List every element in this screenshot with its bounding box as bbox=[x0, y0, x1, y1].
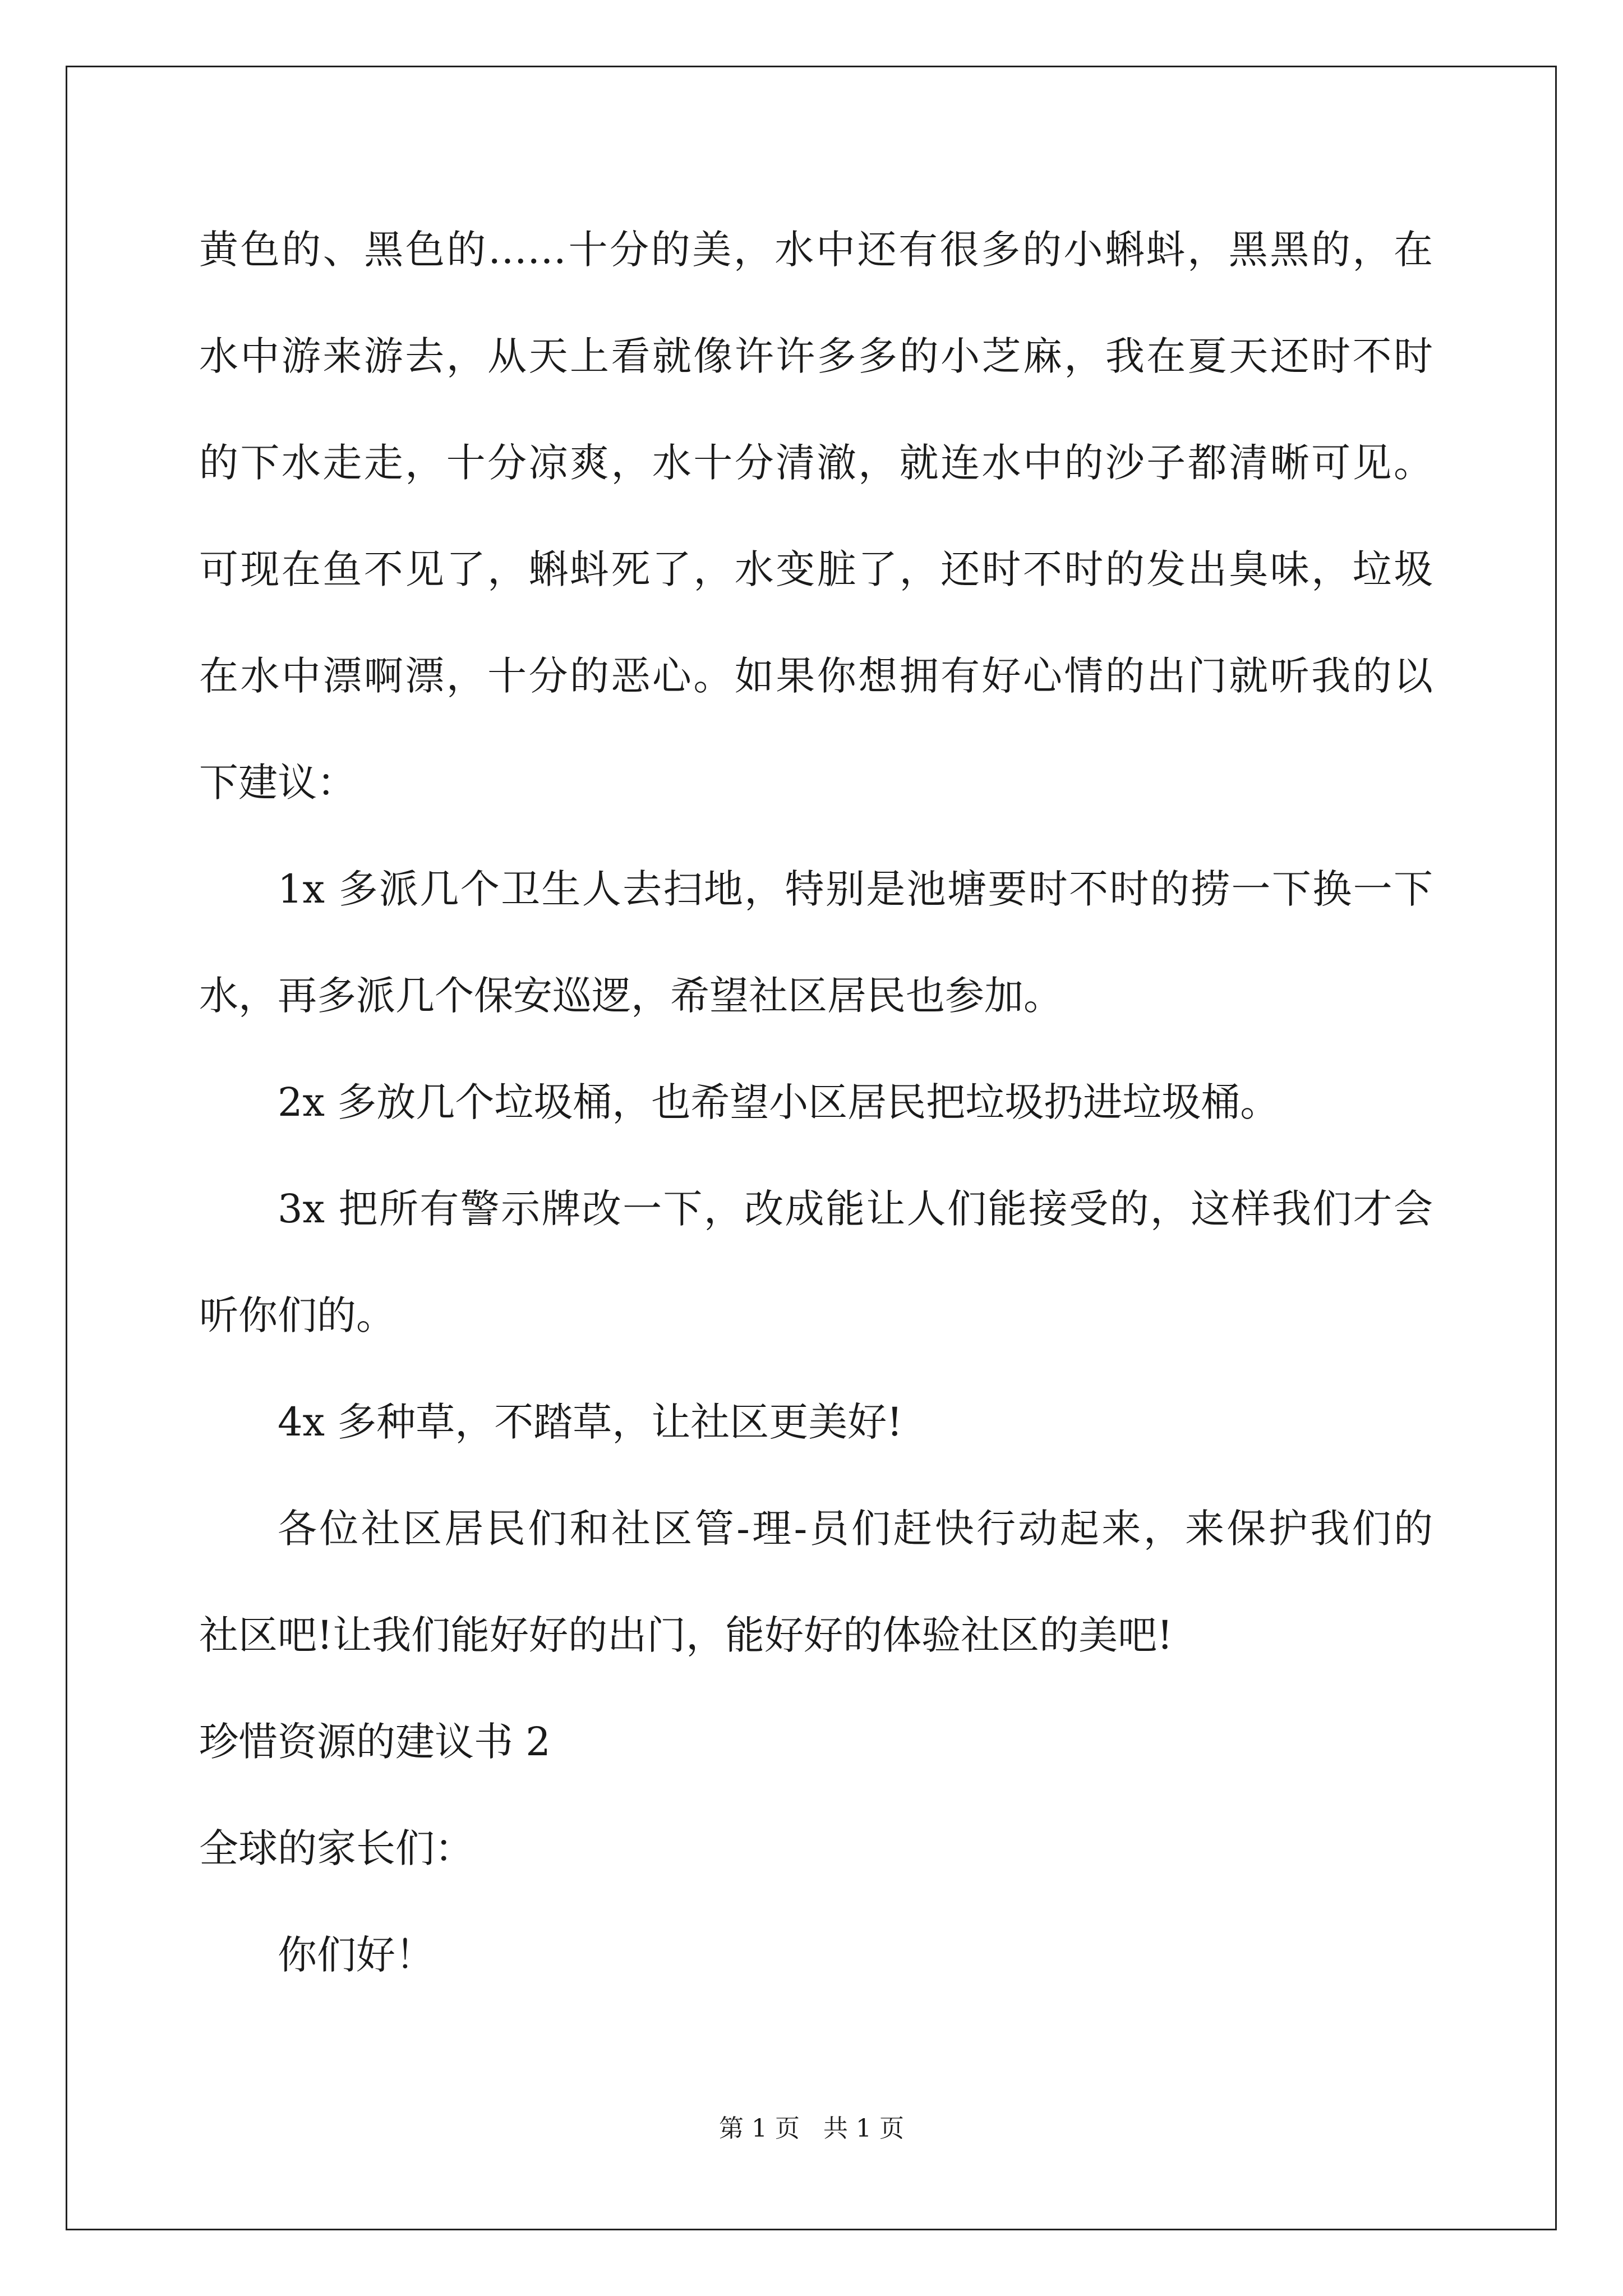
text-line: 听你们的。 bbox=[199, 1292, 395, 1338]
list-item-2: 2x 多放几个垃圾桶，也希望小区居民把垃圾扔进垃圾桶。 bbox=[278, 1079, 1280, 1125]
greeting: 你们好！ bbox=[278, 1932, 435, 1978]
text-line: 社区吧!让我们能好好的出门，能好好的体验社区的美吧! bbox=[199, 1612, 1173, 1658]
text-line: 黄色的、黑色的……十分的美，水中还有很多的小蝌蚪，黑黑的，在 bbox=[199, 227, 1433, 273]
list-item-3: 3x 把所有警示牌改一下，改成能让人们能接受的，这样我们才会 bbox=[278, 1186, 1433, 1232]
text-line: 的下水走走，十分凉爽，水十分清澈，就连水中的沙子都清晰可见。 bbox=[199, 440, 1433, 486]
section-title: 珍惜资源的建议书 2 bbox=[199, 1719, 551, 1765]
page-frame bbox=[66, 66, 1557, 2230]
text-line: 水，再多派几个保安巡逻，希望社区居民也参加。 bbox=[199, 973, 1063, 1019]
list-item-4: 4x 多种草，不踏草，让社区更美好! bbox=[278, 1399, 903, 1445]
salutation: 全球的家长们： bbox=[199, 1825, 474, 1871]
text-line: 下建议： bbox=[199, 760, 356, 806]
text-line: 水中游来游去，从天上看就像许许多多的小芝麻，我在夏天还时不时 bbox=[199, 333, 1433, 379]
paragraph-line: 各位社区居民们和社区管-理-员们赶快行动起来，来保护我们的 bbox=[278, 1506, 1433, 1552]
text-line: 可现在鱼不见了，蝌蚪死了，水变脏了，还时不时的发出臭味，垃圾 bbox=[199, 546, 1433, 592]
text-line: 在水中漂啊漂，十分的恶心。如果你想拥有好心情的出门就听我的以 bbox=[199, 653, 1433, 699]
list-item-1: 1x 多派几个卫生人去扫地，特别是池塘要时不时的捞一下换一下 bbox=[278, 866, 1433, 912]
page-footer: 第 1 页 共 1 页 bbox=[719, 2114, 904, 2143]
